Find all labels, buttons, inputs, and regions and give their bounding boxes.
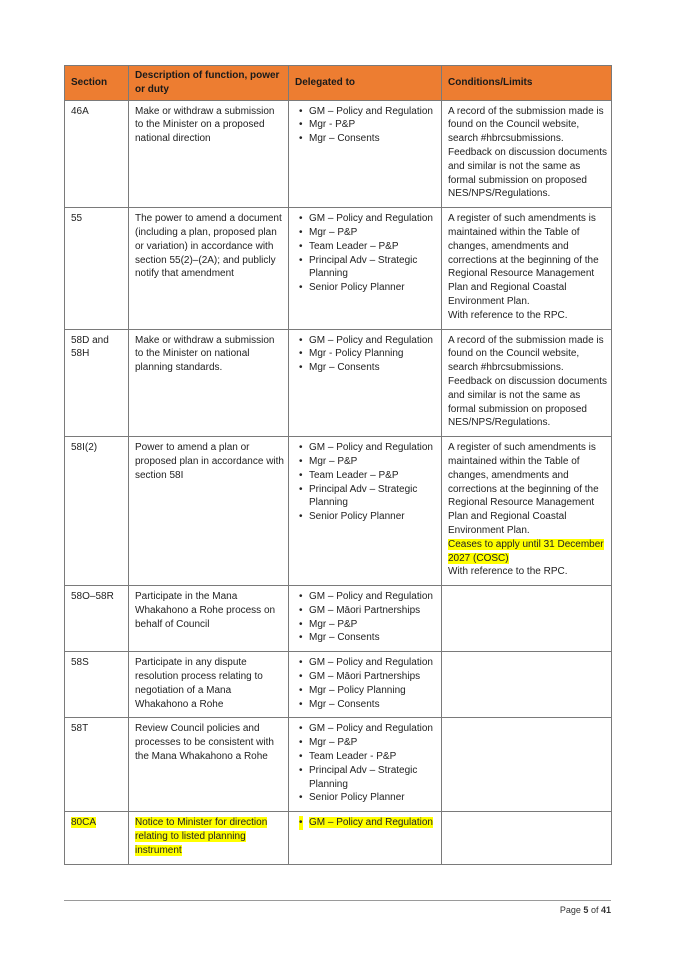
cell-section: [65, 812, 129, 864]
delegate-list: [295, 656, 437, 711]
cell-section: [65, 437, 129, 586]
delegate-text: Mgr – Consents: [309, 133, 380, 145]
section-text: 58S: [71, 657, 89, 669]
section-text: 58T: [71, 723, 89, 735]
delegate-text: GM – Māori Partnerships: [309, 671, 421, 683]
delegate-item: [295, 483, 437, 511]
description-text: Review Council policies and processes to be consistent with the Mana Whakahono a Rohe: [135, 723, 274, 763]
bullet-icon: •: [299, 213, 303, 225]
delegate-text: Mgr – P&P: [309, 226, 358, 238]
bullet-icon: •: [299, 817, 303, 829]
delegate-text: Team Leader – P&P: [309, 469, 399, 481]
table-row: [65, 208, 612, 329]
delegate-item: [295, 684, 437, 698]
section-text: 58O–58R: [71, 591, 114, 603]
cell-description: [129, 718, 289, 812]
condition-highlight: [448, 538, 607, 566]
table-row: [65, 586, 612, 652]
bullet-icon: •: [299, 671, 303, 683]
delegate-text: GM – Policy and Regulation: [309, 105, 433, 117]
section-text: 58I(2): [71, 442, 98, 454]
delegate-text: Senior Policy Planner: [309, 792, 405, 804]
table-row: [65, 100, 612, 208]
delegate-item: [295, 441, 437, 455]
bullet-icon: •: [299, 334, 303, 346]
header-conditions: Conditions/Limits: [442, 66, 612, 101]
bullet-icon: •: [299, 226, 303, 238]
cell-conditions: [442, 100, 612, 208]
delegate-text: Mgr – Consents: [309, 698, 380, 710]
cell-section: [65, 329, 129, 437]
cell-conditions: [442, 437, 612, 586]
delegate-text: GM – Policy and Regulation: [309, 657, 433, 669]
bullet-icon: •: [299, 240, 303, 252]
cell-section: [65, 718, 129, 812]
condition-highlight-text: Ceases to apply until 31 December 2027 (COSC): [448, 538, 604, 564]
cell-delegated-to: [289, 718, 442, 812]
of-word: of: [590, 905, 599, 915]
cell-delegated-to: [289, 652, 442, 718]
bullet-icon: •: [299, 442, 303, 454]
table-row: [65, 652, 612, 718]
delegate-list: [295, 722, 437, 805]
description-text: Participate in any dispute resolution process relating to negotiation of a Mana Whakahono a Rohe: [135, 657, 263, 710]
cell-conditions: [442, 586, 612, 652]
table-row: [65, 437, 612, 586]
delegate-text: Mgr – Consents: [309, 362, 380, 374]
description-text: Make or withdraw a submission to the Minister on national planning standards.: [135, 334, 275, 374]
delegate-text: GM – Policy and Regulation: [309, 213, 433, 225]
cell-conditions: [442, 812, 612, 864]
delegate-item: [295, 698, 437, 712]
header-section: Section: [65, 66, 129, 101]
delegate-text: Senior Policy Planner: [309, 511, 405, 523]
cell-conditions: [442, 652, 612, 718]
bullet-icon: •: [299, 483, 303, 495]
cell-section: [65, 652, 129, 718]
description-text: Make or withdraw a submission to the Minister on a proposed national direction: [135, 105, 275, 145]
condition-text: A register of such amendments is maintained within the Table of changes, amendments and corrections at the beginning of the Regional Resource Management Plan and Regional Coastal Environment Plan.: [448, 442, 599, 536]
delegate-item: [295, 455, 437, 469]
page-footer: [560, 905, 611, 915]
delegate-text: Mgr - Policy Planning: [309, 348, 404, 360]
delegate-text: GM – Māori Partnerships: [309, 604, 421, 616]
delegate-item: [295, 240, 437, 254]
bullet-icon: •: [299, 591, 303, 603]
header-description: Description of function, power or duty: [129, 66, 289, 101]
delegate-text: Team Leader - P&P: [309, 751, 397, 763]
footer-divider: [64, 900, 611, 901]
delegate-item: [295, 105, 437, 119]
delegation-table: [64, 65, 612, 865]
cell-description: [129, 208, 289, 329]
delegate-item: [295, 722, 437, 736]
delegate-item: [295, 334, 437, 348]
delegate-text: GM – Policy and Regulation: [309, 591, 433, 603]
delegate-text: Mgr – P&P: [309, 737, 358, 749]
delegate-item: [295, 631, 437, 645]
cell-section: [65, 586, 129, 652]
condition-text: With reference to the RPC.: [448, 566, 568, 578]
delegate-item: [295, 212, 437, 226]
cell-conditions: [442, 329, 612, 437]
description-text: Power to amend a plan or proposed plan in accordance with section 58I: [135, 442, 284, 481]
bullet-icon: •: [299, 723, 303, 735]
description-text: Notice to Minister for direction relating to listed planning instrument: [135, 817, 268, 856]
bullet-icon: •: [299, 511, 303, 523]
delegate-item: [295, 347, 437, 361]
bullet-icon: •: [299, 455, 303, 467]
cell-delegated-to: [289, 812, 442, 864]
header-delegated-to: Delegated to: [289, 66, 442, 101]
cell-description: [129, 329, 289, 437]
delegate-item: [295, 656, 437, 670]
bullet-icon: •: [299, 657, 303, 669]
bullet-icon: •: [299, 254, 303, 266]
delegate-text: Mgr – Consents: [309, 632, 380, 644]
delegate-list: [295, 816, 437, 830]
cell-delegated-to: [289, 329, 442, 437]
cell-description: [129, 437, 289, 586]
cell-description: [129, 100, 289, 208]
cell-description: [129, 812, 289, 864]
delegate-item: [295, 670, 437, 684]
delegate-item: [295, 254, 437, 282]
delegate-text: GM – Policy and Regulation: [309, 334, 433, 346]
delegate-item: [295, 750, 437, 764]
section-text: 80CA: [71, 817, 97, 829]
delegate-text: Principal Adv – Strategic Planning: [309, 764, 418, 790]
bullet-icon: •: [299, 105, 303, 117]
delegate-item: [295, 604, 437, 618]
bullet-icon: •: [299, 119, 303, 131]
delegate-text: Team Leader – P&P: [309, 240, 399, 252]
delegate-text: Principal Adv – Strategic Planning: [309, 254, 418, 280]
section-text: 58D and 58H: [71, 334, 109, 360]
delegate-item: [295, 618, 437, 632]
bullet-icon: •: [299, 618, 303, 630]
delegate-text: Mgr - P&P: [309, 119, 356, 131]
page-total: 41: [600, 905, 611, 915]
delegate-item: [295, 510, 437, 524]
delegate-list: [295, 334, 437, 375]
bullet-icon: •: [299, 133, 303, 145]
delegate-text: GM – Policy and Regulation: [309, 723, 433, 735]
delegate-text: GM – Policy and Regulation: [309, 442, 433, 454]
delegate-text: Mgr – Policy Planning: [309, 684, 406, 696]
table-row: [65, 812, 612, 864]
delegate-list: [295, 105, 437, 146]
delegate-list: [295, 212, 437, 295]
bullet-icon: •: [299, 469, 303, 481]
bullet-icon: •: [299, 632, 303, 644]
bullet-icon: •: [299, 737, 303, 749]
bullet-icon: •: [299, 684, 303, 696]
cell-delegated-to: [289, 586, 442, 652]
description-text: Participate in the Mana Whakahono a Rohe process on behalf of Council: [135, 591, 276, 630]
delegate-list: [295, 590, 437, 645]
delegate-item: [295, 226, 437, 240]
cell-conditions: [442, 208, 612, 329]
delegate-list: [295, 441, 437, 524]
bullet-icon: •: [299, 282, 303, 294]
delegate-item: [295, 132, 437, 146]
delegate-text: Mgr – P&P: [309, 618, 358, 630]
delegate-text: Senior Policy Planner: [309, 282, 405, 294]
condition-text: A record of the submission made is found on the Council website, search #hbrcsubmissions. Feedback on discussion documents and similar is not the same as formal submission on proposed NES/NPS/Regulations.: [448, 334, 607, 429]
condition-text: With reference to the RPC.: [448, 309, 568, 321]
delegate-item: [295, 791, 437, 805]
bullet-icon: •: [299, 792, 303, 804]
cell-section: [65, 208, 129, 329]
page-number: 5: [583, 905, 589, 915]
bullet-icon: •: [299, 698, 303, 710]
cell-section: [65, 100, 129, 208]
bullet-icon: •: [299, 362, 303, 374]
delegate-item: [295, 736, 437, 750]
cell-description: [129, 586, 289, 652]
bullet-icon: •: [299, 751, 303, 763]
cell-description: [129, 652, 289, 718]
delegate-item: [295, 281, 437, 295]
delegate-item: [295, 590, 437, 604]
bullet-icon: •: [299, 604, 303, 616]
delegate-item: [295, 361, 437, 375]
cell-delegated-to: [289, 208, 442, 329]
cell-delegated-to: [289, 437, 442, 586]
table-row: [65, 718, 612, 812]
condition-text: A register of such amendments is maintained within the Table of changes, amendments and corrections at the beginning of the Regional Resource Management Plan and Regional Coastal Environment Plan.: [448, 213, 599, 307]
delegate-text: GM – Policy and Regulation: [309, 817, 433, 829]
table-header-row: [65, 66, 612, 101]
bullet-icon: •: [299, 348, 303, 360]
delegate-text: Mgr – P&P: [309, 455, 358, 467]
delegate-item: [295, 118, 437, 132]
section-text: 46A: [71, 105, 89, 117]
section-text: 55: [71, 213, 83, 225]
bullet-icon: •: [299, 764, 303, 776]
table-row: [65, 329, 612, 437]
delegate-item: [295, 816, 437, 830]
condition-text: A record of the submission made is found on the Council website, search #hbrcsubmissions. Feedback on discussion documents and similar is not the same as formal submission on proposed NES/NPS/Regulations.: [448, 105, 607, 200]
delegate-item: [295, 469, 437, 483]
description-text: The power to amend a document (including a plan, proposed plan or variation) in accordance with section 55(2)–(2A); and publicly notify that amendment: [135, 213, 282, 280]
delegate-item: [295, 764, 437, 792]
cell-conditions: [442, 718, 612, 812]
cell-delegated-to: [289, 100, 442, 208]
page-word: Page: [559, 905, 581, 915]
delegate-text: Principal Adv – Strategic Planning: [309, 483, 418, 509]
